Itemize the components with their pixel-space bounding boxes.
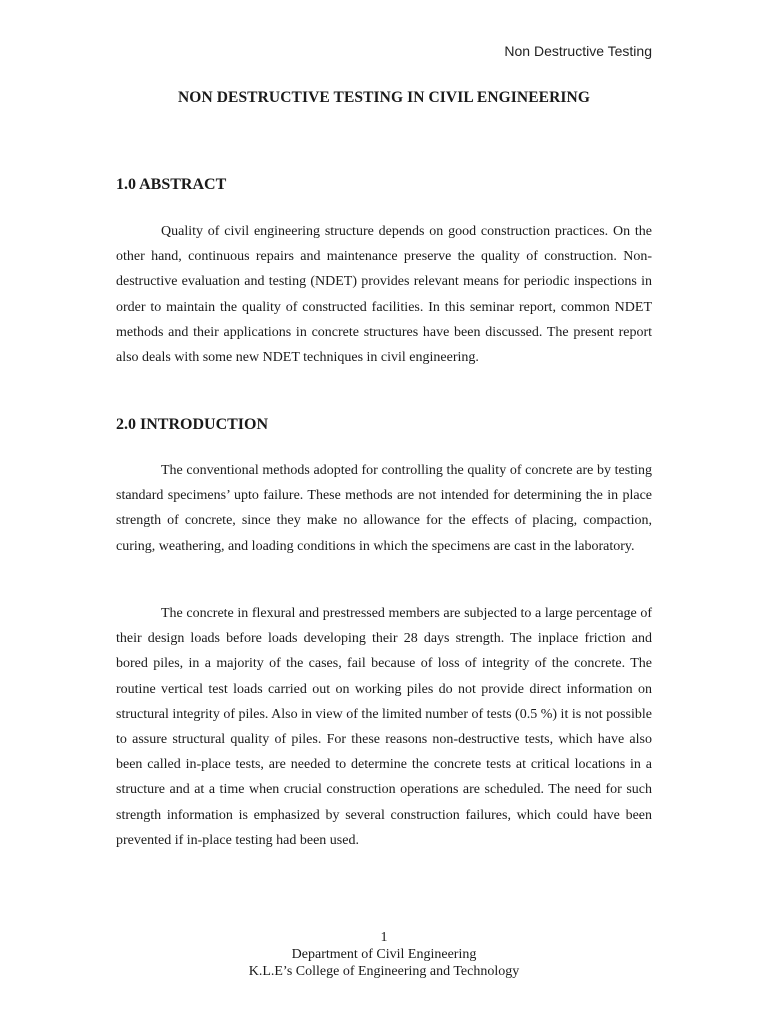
section-heading-introduction: 2.0 INTRODUCTION: [116, 416, 269, 433]
footer-college: K.L.E’s College of Engineering and Technology: [248, 964, 520, 979]
footer-department: Department of Civil Engineering: [291, 947, 477, 962]
introduction-paragraph-1: The conventional methods adopted for controlling the quality of concrete are by testing standard specimens’ upto failure. These methods are not intended for determining the in place strength of concrete, since they make no allowance for the effects of placing, compaction, curing, weathering, and loading conditions in which the specimens are cast in the laboratory.: [116, 463, 652, 554]
section-heading-abstract: 1.0 ABSTRACT: [116, 176, 227, 193]
abstract-paragraph: Quality of civil engineering structure depends on good construction practices. On the other hand, continuous repairs and maintenance preserve the quality of construction. Non-destructive evaluation and testing (NDET) provides relevant means for periodic inspections in order to maintain the quality of constructed facilities. In this seminar report, common NDET methods and their applications in concrete structures have been discussed. The present report also deals with some new NDET techniques in civil engineering.: [116, 224, 652, 366]
page-number: 1: [380, 930, 388, 945]
document-title: NON DESTRUCTIVE TESTING IN CIVIL ENGINEERING: [178, 89, 590, 106]
introduction-paragraph-2: The concrete in flexural and prestressed members are subjected to a large percentage of their design loads before loads developing their 28 days strength. The inplace friction and bored piles, in a majority of the cases, fail because of loss of integrity of the concrete. The routine vertical test loads carried out on working piles do not provide direct information on structural integrity of piles. Also in view of the limited number of tests (0.5 %) it is not possible to assure structural quality of piles. For these reasons non-destructive tests, which have also been called in-place tests, are needed to determine the concrete tests at critical locations in a structure and at a time when crucial construction operations are scheduled. The need for such strength information is emphasized by several construction failures, which could have been prevented if in-place testing had been used.: [116, 606, 652, 848]
running-header: Non Destructive Testing: [504, 43, 652, 59]
